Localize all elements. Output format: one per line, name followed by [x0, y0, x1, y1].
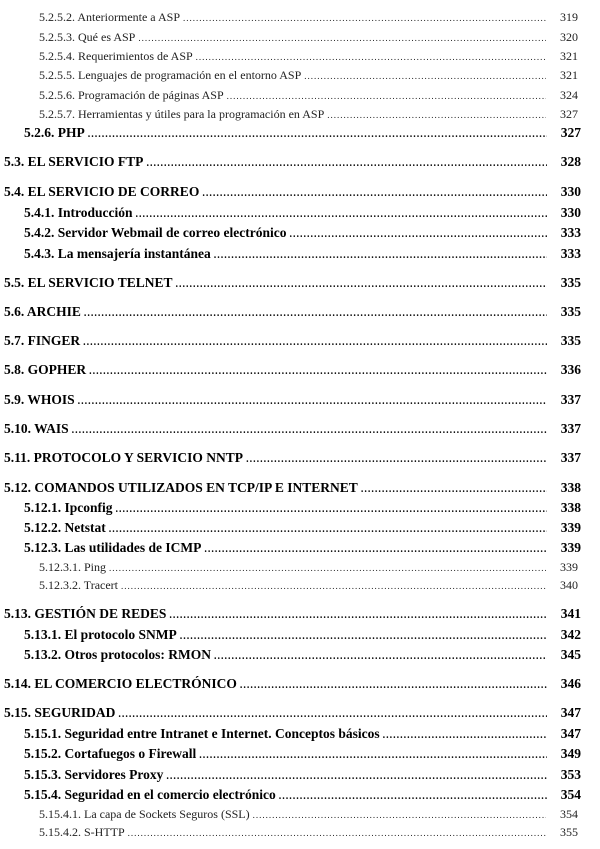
toc-entry-title: 5.2.5.4. Requerimientos de ASP — [39, 49, 193, 63]
toc-entry[interactable] — [0, 68, 600, 83]
toc-entry-page: 327 — [560, 107, 578, 121]
toc-entry-page: 340 — [560, 578, 578, 592]
toc-entry-title: 5.10. WAIS — [4, 421, 69, 436]
dot-leader — [128, 828, 546, 838]
dot-leader — [169, 610, 547, 621]
toc-entry-title: 5.12. COMANDOS UTILIZADOS EN TCP/IP E INTERNET — [4, 480, 358, 495]
dot-leader — [383, 730, 547, 741]
toc-entry-page: 333 — [560, 225, 581, 240]
toc-entry-title: 5.6. ARCHIE — [4, 304, 81, 319]
toc-entry-page: 330 — [560, 184, 581, 199]
toc-entry[interactable] — [0, 304, 600, 320]
toc-entry-title: 5.5. EL SERVICIO TELNET — [4, 275, 173, 290]
toc-entry-title: 5.12.1. Ipconfig — [24, 500, 113, 515]
toc-entry-page: 336 — [560, 362, 581, 377]
toc-entry-page: 338 — [560, 480, 581, 495]
toc-entry[interactable] — [0, 333, 600, 349]
toc-entry[interactable] — [0, 480, 600, 496]
dot-leader — [83, 337, 547, 348]
toc-entry-page: 319 — [560, 10, 578, 24]
toc-entry-title: 5.2.5.3. Qué es ASP — [39, 30, 136, 44]
toc-entry-page: 353 — [560, 767, 581, 782]
dot-leader — [138, 33, 546, 43]
dot-leader — [202, 188, 547, 199]
toc-entry-title: 5.15.4.1. La capa de Sockets Seguros (SSL) — [39, 807, 250, 821]
toc-entry-title: 5.2.5.7. Herramientas y útiles para la programación en ASP — [39, 107, 325, 121]
toc-entry-title: 5.13. GESTIÓN DE REDES — [4, 606, 167, 621]
toc-entry-page: 339 — [560, 540, 581, 555]
toc-entry-title: 5.2.6. PHP — [24, 125, 85, 140]
toc-entry-page: 333 — [560, 246, 581, 261]
toc-entry-title: 5.2.5.2. Anteriormente a ASP — [39, 10, 180, 24]
toc-entry-title: 5.15. SEGURIDAD — [4, 705, 116, 720]
toc-entry-page: 327 — [560, 125, 581, 140]
dot-leader — [227, 91, 546, 101]
toc-entry[interactable] — [0, 726, 600, 742]
dot-leader — [304, 71, 546, 81]
toc-entry-title: 5.4. EL SERVICIO DE CORREO — [4, 184, 200, 199]
dot-leader — [183, 13, 546, 23]
dot-leader — [89, 366, 547, 377]
toc-entry-title: 5.12.3. Las utilidades de ICMP — [24, 540, 202, 555]
dot-leader — [116, 504, 547, 515]
toc-entry-page: 328 — [560, 154, 581, 169]
toc-entry[interactable] — [0, 825, 600, 840]
toc-entry-title: 5.2.5.6. Programación de páginas ASP — [39, 88, 224, 102]
toc-entry-title: 5.13.1. El protocolo SNMP — [24, 627, 177, 642]
toc-entry-title: 5.9. WHOIS — [4, 392, 75, 407]
toc-entry-title: 5.4.2. Servidor Webmail de correo electrónico — [24, 225, 287, 240]
toc-entry[interactable] — [0, 807, 600, 822]
toc-entry[interactable] — [0, 107, 600, 122]
dot-leader — [361, 484, 547, 495]
toc-entry[interactable] — [0, 787, 600, 803]
toc-entry-page: 354 — [560, 807, 578, 821]
dot-leader — [109, 524, 547, 535]
toc-entry[interactable] — [0, 578, 600, 593]
toc-entry-page: 321 — [560, 49, 578, 63]
dot-leader — [72, 425, 547, 436]
toc-entry-title: 5.11. PROTOCOLO Y SERVICIO NNTP — [4, 450, 244, 465]
toc-entry-page: 347 — [560, 726, 581, 741]
toc-entry-title: 5.13.2. Otros protocolos: RMON — [24, 647, 211, 662]
dot-leader — [214, 250, 547, 261]
dot-leader — [88, 129, 547, 140]
toc-entry-title: 5.2.5.5. Lenguajes de programación en el entorno ASP — [39, 68, 302, 82]
toc-entry[interactable] — [0, 392, 600, 408]
dot-leader — [196, 52, 546, 62]
dot-leader — [279, 791, 547, 802]
toc-entry-page: 342 — [560, 627, 581, 642]
dot-leader — [204, 544, 547, 555]
dot-leader — [175, 279, 547, 290]
toc-entry[interactable] — [0, 627, 600, 643]
toc-entry[interactable] — [0, 125, 600, 141]
toc-entry-title: 5.12.2. Netstat — [24, 520, 106, 535]
toc-entry-page: 341 — [560, 606, 581, 621]
toc-entry[interactable] — [0, 362, 600, 378]
toc-entry-page: 349 — [560, 746, 581, 761]
toc-entry-page: 335 — [560, 304, 581, 319]
toc-entry-title: 5.4.3. La mensajería instantánea — [24, 246, 211, 261]
toc-entry-page: 337 — [560, 421, 581, 436]
dot-leader — [166, 771, 547, 782]
toc-entry-page: 355 — [560, 825, 578, 839]
toc-entry-title: 5.12.3.2. Tracert — [39, 578, 118, 592]
toc-entry[interactable] — [0, 540, 600, 556]
dot-leader — [240, 680, 547, 691]
toc-entry-page: 347 — [560, 705, 581, 720]
toc-entry[interactable] — [0, 676, 600, 692]
toc-entry-title: 5.14. EL COMERCIO ELECTRÓNICO — [4, 676, 237, 691]
dot-leader — [246, 454, 547, 465]
toc-entry-title: 5.7. FINGER — [4, 333, 81, 348]
toc-entry[interactable] — [0, 88, 600, 103]
toc-entry-page: 339 — [560, 520, 581, 535]
toc-entry-page: 330 — [560, 205, 581, 220]
toc-entry[interactable] — [0, 421, 600, 437]
dot-leader — [180, 631, 547, 642]
toc-entry-page: 324 — [560, 88, 578, 102]
toc-entry-page: 339 — [560, 560, 578, 574]
toc-entry[interactable] — [0, 10, 600, 25]
toc-entry[interactable] — [0, 705, 600, 721]
toc-entry[interactable] — [0, 746, 600, 762]
dot-leader — [121, 581, 546, 591]
toc-entry-title: 5.15.4. Seguridad en el comercio electrónico — [24, 787, 276, 802]
toc-entry[interactable] — [0, 154, 600, 170]
toc-entry-title: 5.15.2. Cortafuegos o Firewall — [24, 746, 197, 761]
dot-leader — [78, 396, 547, 407]
dot-leader — [109, 563, 546, 573]
toc-entry[interactable] — [0, 184, 600, 200]
dot-leader — [289, 229, 547, 240]
toc-entry-page: 354 — [560, 787, 581, 802]
toc-entry[interactable] — [0, 275, 600, 291]
toc-entry-title: 5.15.1. Seguridad entre Intranet e Internet. Conceptos básicos — [24, 726, 380, 741]
toc-entry-page: 335 — [560, 275, 581, 290]
toc-entry-title: 5.3. EL SERVICIO FTP — [4, 154, 144, 169]
toc-entry-page: 337 — [560, 392, 581, 407]
dot-leader — [214, 651, 547, 662]
toc-entry[interactable] — [0, 49, 600, 64]
dot-leader — [253, 810, 546, 820]
toc-entry[interactable] — [0, 520, 600, 536]
dot-leader — [84, 308, 547, 319]
toc-entry-page: 320 — [560, 30, 578, 44]
dot-leader — [136, 209, 547, 220]
toc-entry-page: 338 — [560, 500, 581, 515]
dot-leader — [118, 709, 547, 720]
toc-entry-title: 5.4.1. Introducción — [24, 205, 133, 220]
dot-leader — [327, 110, 546, 120]
toc-entry[interactable] — [0, 606, 600, 622]
toc-entry[interactable] — [0, 767, 600, 783]
toc-entry-title: 5.15.3. Servidores Proxy — [24, 767, 164, 782]
toc-entry[interactable] — [0, 246, 600, 262]
dot-leader — [199, 750, 547, 761]
dot-leader — [146, 158, 547, 169]
toc-entry[interactable] — [0, 30, 600, 45]
toc-entry[interactable] — [0, 225, 600, 241]
toc-entry-title: 5.12.3.1. Ping — [39, 560, 107, 574]
toc-entry-title: 5.8. GOPHER — [4, 362, 87, 377]
toc-entry[interactable] — [0, 450, 600, 466]
toc-entry-page: 337 — [560, 450, 581, 465]
toc-entry-page: 345 — [560, 647, 581, 662]
toc-entry[interactable] — [0, 647, 600, 663]
toc-entry[interactable] — [0, 560, 600, 575]
toc-entry-page: 321 — [560, 68, 578, 82]
toc-entry-page: 346 — [560, 676, 581, 691]
toc-entry[interactable] — [0, 500, 600, 516]
toc-entry[interactable] — [0, 205, 600, 221]
toc-entry-title: 5.15.4.2. S-HTTP — [39, 825, 125, 839]
toc-entry-page: 335 — [560, 333, 581, 348]
